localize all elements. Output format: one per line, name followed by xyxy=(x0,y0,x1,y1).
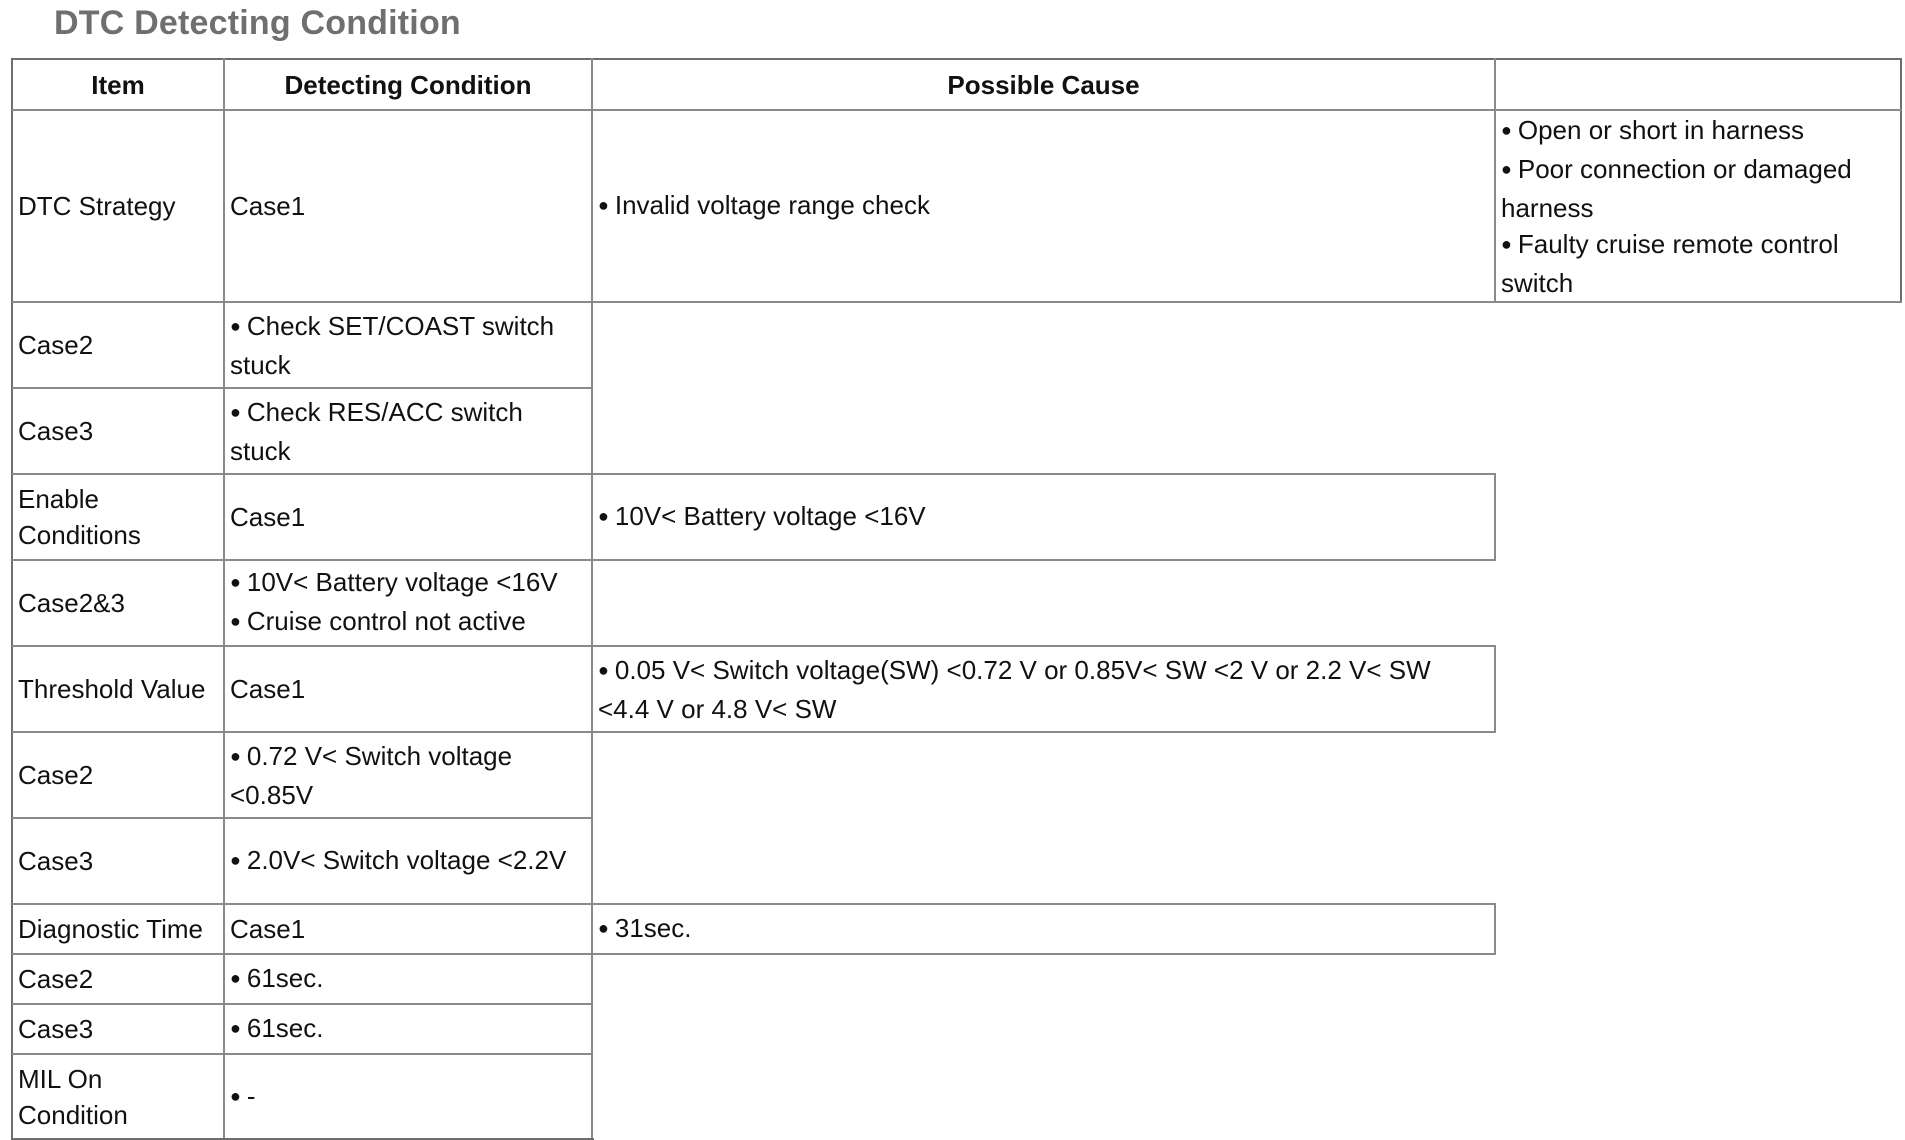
table-cell: Enable Conditions xyxy=(18,484,141,550)
bullet-text: ● 2.0V< Switch voltage <2.2V xyxy=(230,842,586,881)
header-extra xyxy=(1495,60,1902,110)
table-cell xyxy=(592,474,1495,560)
bullet-text: ● Open or short in harness xyxy=(1501,112,1896,151)
bullet-text: ● Cruise control not active xyxy=(230,603,586,642)
row-divider xyxy=(12,109,1902,111)
row-divider xyxy=(12,473,1496,475)
row-divider xyxy=(12,387,592,389)
header-item: Item xyxy=(91,70,145,100)
column-divider xyxy=(591,58,593,1140)
bullet-text: ● 0.72 V< Switch voltage <0.85V xyxy=(230,738,586,813)
bullet-text: ● 0.05 V< Switch voltage(SW) <0.72 V or 0.85V< SW <2 V or 2.2 V< SW <4.4 V or 4.8 V< SW xyxy=(598,652,1489,727)
table-cell: Case3 xyxy=(18,846,94,876)
row-divider xyxy=(12,817,592,819)
table-cell xyxy=(592,110,1495,302)
column-divider xyxy=(1494,58,1496,302)
row-divider xyxy=(12,953,1496,955)
table-border xyxy=(11,58,13,1140)
bullet-text: ● Poor connection or damaged harness xyxy=(1501,151,1896,226)
column-divider xyxy=(223,58,225,1140)
bullet-text: ● 61sec. xyxy=(230,1010,586,1049)
table-cell: Case3 xyxy=(18,416,94,446)
table-cell xyxy=(1495,110,1902,302)
row-divider xyxy=(12,301,1902,303)
table-cell: Case1 xyxy=(230,914,306,944)
table-cell xyxy=(224,1004,592,1054)
bullet-text: ● Check SET/COAST switch stuck xyxy=(230,308,586,383)
column-divider xyxy=(1494,903,1496,954)
row-divider xyxy=(12,731,1496,733)
column-divider xyxy=(1494,473,1496,560)
table-cell: Case2 xyxy=(18,964,94,994)
row-divider xyxy=(12,1053,592,1055)
table-cell xyxy=(592,646,1495,732)
bullet-text: ● Faulty cruise remote control switch xyxy=(1501,226,1896,301)
table-cell: DTC Strategy xyxy=(18,191,176,221)
row-divider xyxy=(12,645,1496,647)
table-cell xyxy=(224,732,592,818)
table-cell xyxy=(224,302,592,388)
bullet-text: ● - xyxy=(230,1078,586,1117)
table-cell xyxy=(224,818,592,904)
table-cell xyxy=(224,560,592,646)
header-detecting-condition: Detecting Condition xyxy=(284,70,532,100)
bullet-text: ● 10V< Battery voltage <16V xyxy=(230,564,586,603)
table-cell: Case1 xyxy=(230,502,306,532)
table-cell: MIL On Condition xyxy=(18,1064,128,1130)
row-divider xyxy=(12,903,1496,905)
bullet-text: ● 10V< Battery voltage <16V xyxy=(598,498,1489,537)
page-title: DTC Detecting Condition xyxy=(54,4,461,42)
bullet-text: ● 61sec. xyxy=(230,960,586,999)
table-border xyxy=(12,58,1902,60)
bullet-text: ● Invalid voltage range check xyxy=(598,187,1489,226)
table-cell: Diagnostic Time xyxy=(18,914,203,944)
table-cell: Threshold Value xyxy=(18,674,206,704)
column-divider xyxy=(1494,645,1496,732)
table-cell: Case2&3 xyxy=(18,588,125,618)
table-cell: Case3 xyxy=(18,1014,94,1044)
bullet-text: ● 31sec. xyxy=(598,910,1489,949)
header-possible-cause: Possible Cause xyxy=(947,70,1140,100)
table-cell xyxy=(224,388,592,474)
row-divider xyxy=(12,1003,592,1005)
bullet-text: ● Check RES/ACC switch stuck xyxy=(230,394,586,469)
table-cell: Case1 xyxy=(230,191,306,221)
table-cell xyxy=(224,1054,592,1140)
table-cell: Case2 xyxy=(18,760,94,790)
table-cell: Case2 xyxy=(18,330,94,360)
row-divider xyxy=(12,559,1496,561)
table-cell xyxy=(592,904,1495,954)
table-border xyxy=(1900,58,1902,302)
table-cell: Case1 xyxy=(230,674,306,704)
table-cell xyxy=(224,954,592,1004)
